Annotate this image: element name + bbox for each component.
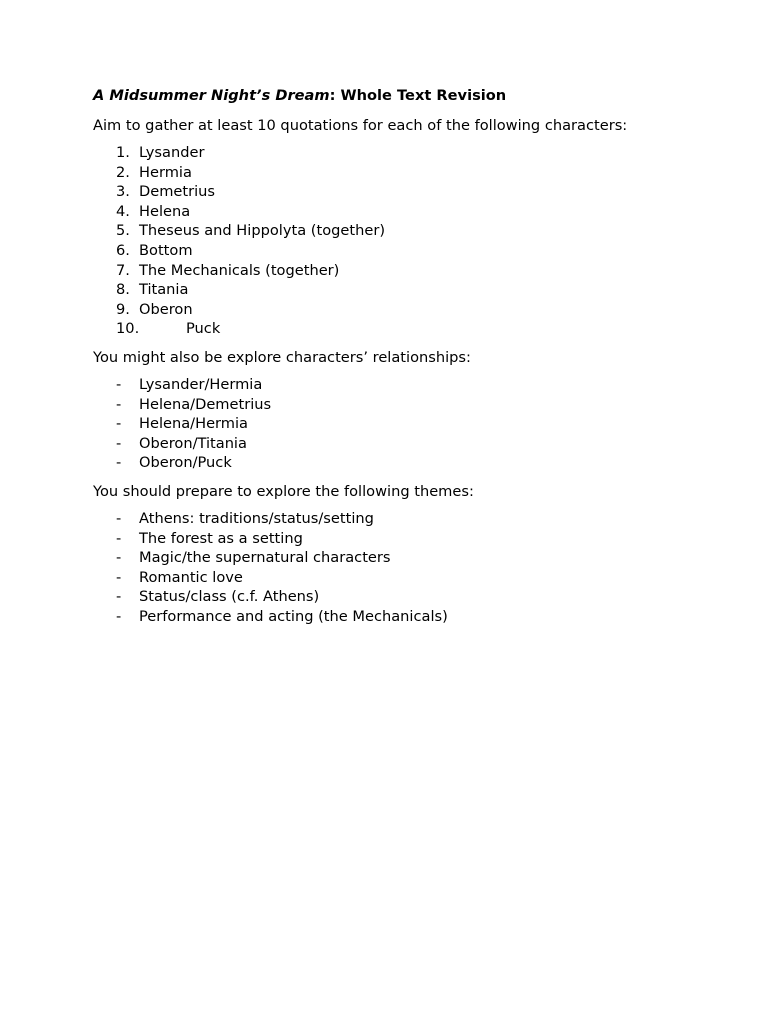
dash-bullet: - [116, 434, 122, 452]
dash-bullet: - [116, 549, 122, 567]
list-item [93, 182, 713, 202]
dash-bullet: - [116, 454, 122, 472]
relationship-text: Oberon/Puck [139, 454, 232, 472]
list-number: 4. [116, 202, 130, 220]
character-name: Oberon [139, 300, 193, 318]
theme-text: The forest as a setting [139, 529, 303, 547]
theme-text: Athens: traditions/status/setting [139, 509, 374, 527]
character-name: Demetrius [139, 183, 216, 201]
list-item [93, 509, 713, 529]
list-number: 3. [116, 183, 130, 201]
list-item [93, 143, 713, 163]
theme-text: Romantic love [139, 568, 243, 586]
list-number: 5. [116, 222, 130, 240]
list-item [93, 202, 713, 222]
list-item [93, 280, 713, 300]
theme-text: Status/class (c.f. Athens) [139, 588, 320, 606]
dash-bullet: - [116, 529, 122, 547]
list-item [93, 300, 713, 320]
character-name: The Mechanicals (together) [139, 261, 340, 279]
character-name: Bottom [139, 241, 193, 259]
list-number: 2. [116, 163, 130, 181]
list-item [93, 221, 713, 241]
dash-bullet: - [116, 415, 122, 433]
list-item [93, 395, 713, 415]
list-number: 7. [116, 261, 130, 279]
list-item [93, 568, 713, 588]
dash-bullet: - [116, 607, 122, 625]
title-suffix: : Whole Text Revision [329, 87, 507, 104]
character-name: Lysander [139, 144, 205, 161]
relationships-list [93, 375, 713, 473]
document-page [93, 85, 713, 626]
dash-bullet: - [116, 568, 122, 586]
theme-text: Performance and acting (the Mechanicals) [139, 607, 448, 625]
dash-bullet: - [116, 509, 122, 527]
themes-intro: You should prepare to explore the following themes: [93, 482, 474, 500]
list-item [93, 261, 713, 281]
character-name: Helena [139, 202, 191, 220]
list-number: 8. [116, 281, 130, 299]
dash-bullet: - [116, 588, 122, 606]
play-title: A Midsummer Night’s Dream [93, 87, 330, 104]
list-item [93, 375, 713, 395]
list-item [93, 319, 713, 339]
list-item [93, 434, 713, 454]
list-item [93, 607, 713, 627]
list-item [93, 163, 713, 183]
characters-intro: Aim to gather at least 10 quotations for each of the following characters: [93, 117, 628, 134]
list-number: 10. [116, 320, 140, 338]
character-name: Hermia [139, 163, 192, 181]
themes-list [93, 509, 713, 627]
list-number: 1. [116, 144, 130, 161]
relationship-text: Helena/Hermia [139, 415, 249, 433]
list-number: 9. [116, 300, 130, 318]
dash-bullet: - [116, 375, 122, 393]
theme-text: Magic/the supernatural characters [139, 549, 391, 567]
document-title [93, 85, 713, 107]
list-item [93, 587, 713, 607]
list-item [93, 529, 713, 549]
list-item [93, 453, 713, 473]
list-item [93, 241, 713, 261]
relationship-text: Lysander/Hermia [139, 375, 263, 393]
relationship-text: Helena/Demetrius [139, 395, 272, 413]
character-name: Puck [186, 320, 221, 338]
dash-bullet: - [116, 395, 122, 413]
character-name: Theseus and Hippolyta (together) [139, 222, 386, 240]
list-item [93, 414, 713, 434]
relationship-text: Oberon/Titania [139, 434, 247, 452]
characters-list [93, 143, 713, 339]
character-name: Titania [139, 281, 189, 299]
list-number: 6. [116, 241, 130, 259]
list-item [93, 548, 713, 568]
relationships-intro: You might also be explore characters’ relationships: [93, 348, 471, 366]
